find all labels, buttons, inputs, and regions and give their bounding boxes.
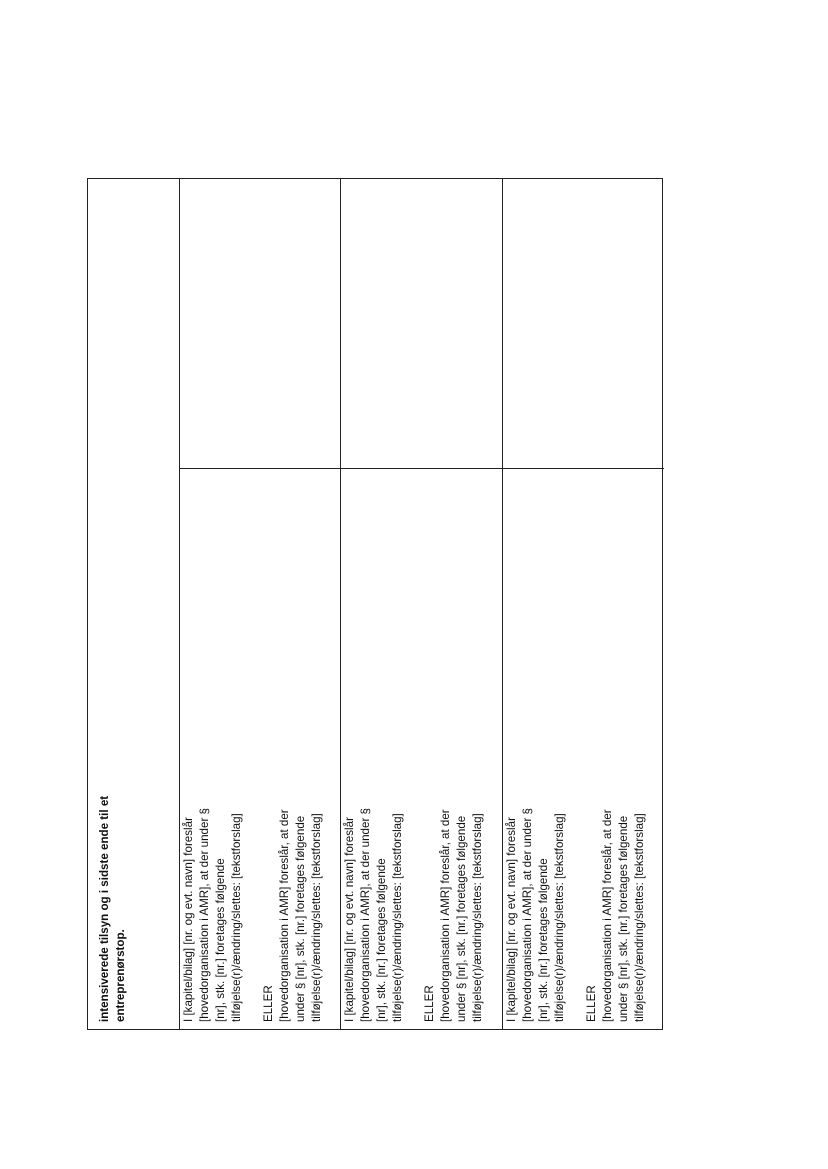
row-line: [nr], stk. [nr.] foretages følgende <box>375 858 388 1022</box>
table-row <box>504 808 648 1022</box>
separator-text: ELLER <box>423 985 436 1022</box>
row-line: [hovedorganisation i AMR] foreslår, at der <box>278 809 291 1022</box>
row-line: [hovedorganisation i AMR], at der under § <box>359 808 372 1022</box>
header-cell-text <box>97 796 129 1022</box>
separator-text: ELLER <box>585 985 598 1022</box>
row-line: tilføjelse(r)/ændring/slettes: [tekstforslag] <box>310 813 323 1022</box>
row-line: [hovedorganisation i AMR], at der under § <box>521 808 534 1022</box>
row-line: [hovedorganisation i AMR], at der under § <box>198 808 211 1022</box>
row-line: I [kapitel/bilag] [nr. og evt. navn] foreslår <box>505 817 518 1022</box>
row-line: under § [nr], stk. [nr.] foretages følgende <box>294 815 307 1022</box>
row-line: I [kapitel/bilag] [nr. og evt. navn] foreslår <box>182 817 195 1022</box>
row-line: tilføjelse(r)/ændring/slettes: [tekstforslag] <box>633 813 646 1022</box>
row-line: tilføjelse(r)/ændring/slettes: [tekstforslag] <box>471 813 484 1022</box>
row-line: under § [nr], stk. [nr.] foretages følgende <box>455 815 468 1022</box>
header-line: entreprenørstop. <box>114 929 127 1022</box>
table-row <box>181 808 325 1022</box>
table-row <box>342 808 486 1022</box>
row-line: tilføjelse(r)/ændring/slettes: [tekstforslag] <box>391 813 404 1022</box>
row-line: [hovedorganisation i AMR] foreslår, at der <box>439 809 452 1022</box>
row-line: [hovedorganisation i AMR] foreslår, at der <box>601 809 614 1022</box>
row-line: [nr], stk. [nr.] foretages følgende <box>537 858 550 1022</box>
row-line: tilføjelse(r)/ændring/slettes: [tekstforslag] <box>230 813 243 1022</box>
table-divider <box>340 179 341 1029</box>
row-line: tilføjelse(r)/ændring/slettes: [tekstforslag] <box>553 813 566 1022</box>
table-divider <box>179 179 180 1029</box>
table-divider <box>179 468 664 469</box>
header-line: intensiverede tilsyn og i sidste ende til et <box>98 795 111 1022</box>
table-divider <box>502 179 503 1029</box>
row-line: [nr], stk. [nr.] foretages følgende <box>214 858 227 1022</box>
row-line: under § [nr], stk. [nr.] foretages følgende <box>617 815 630 1022</box>
separator-text: ELLER <box>262 985 275 1022</box>
row-line: I [kapitel/bilag] [nr. og evt. navn] foreslår <box>343 817 356 1022</box>
